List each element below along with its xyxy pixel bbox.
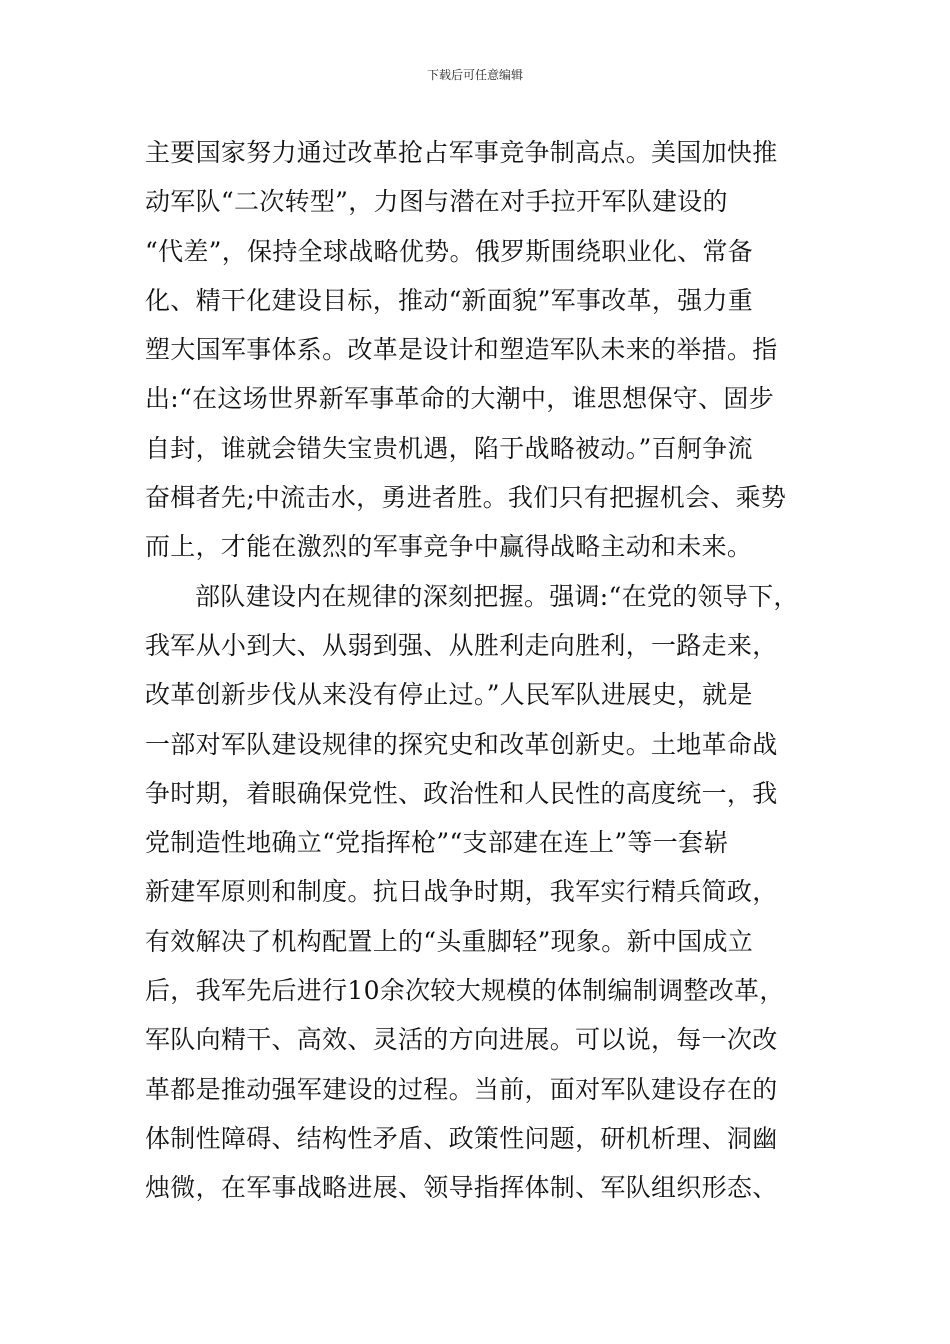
text-line: 改革创新步伐从来没有停止过。”人民军队进展史，就是 xyxy=(145,680,753,710)
text-line: 争时期，着眼确保党性、政治性和人民性的高度统一，我 xyxy=(145,778,778,808)
text-line: 出:“在这场世界新军事革命的大潮中，谁思想保守、固步 xyxy=(145,384,775,414)
text-line: 革都是推动强军建设的过程。当前，面对军队建设存在的 xyxy=(145,1074,778,1104)
text-line: 新建军原则和制度。抗日战争时期，我军实行精兵简政， xyxy=(145,877,778,907)
text-line: 军队向精干、高效、灵活的方向进展。可以说，每一次改 xyxy=(145,1025,778,1055)
text-line: 主要国家努力通过改革抢占军事竞争制高点。美国加快推 xyxy=(145,138,778,167)
text-line: 化、精干化建设目标，推动“新面貌”军事改革，强力重 xyxy=(145,285,754,315)
text-line: 奋楫者先;中流击水，勇进者胜。我们只有把握机会、乘势 xyxy=(145,483,787,513)
text-line: “代差”，保持全球战略优势。俄罗斯围绕职业化、常备 xyxy=(145,236,754,266)
text-line: 动军队“二次转型”，力图与潜在对手拉开军队建设的 xyxy=(145,187,728,217)
text-line: 体制性障碍、结构性矛盾、政策性问题，研机析理、洞幽 xyxy=(145,1123,778,1153)
text-line: 自封，谁就会错失宝贵机遇，陷于战略被动。”百舸争流 xyxy=(145,433,753,463)
text-line: 后，我军先后进行10余次较大规模的体制编制调整改革， xyxy=(145,976,785,1006)
paragraph-start-line: 部队建设内在规律的深刻把握。强调:“在党的领导下， xyxy=(195,581,799,611)
page-header: 下载后可任意编辑 xyxy=(426,68,523,82)
text-line: 烛微，在军事战略进展、领导指挥体制、军队组织形态、 xyxy=(145,1173,778,1203)
text-line: 塑大国军事体系。改革是设计和塑造军队未来的举措。指 xyxy=(145,335,778,365)
text-line: 我军从小到大、从弱到强、从胜利走向胜利，一路走来， xyxy=(145,630,778,660)
document-body xyxy=(145,128,810,1213)
text-line: 有效解决了机构配置上的“头重脚轻”现象。新中国成立 xyxy=(145,926,754,956)
text-line: 党制造性地确立“党指挥枪”“支部建在连上”等一套崭 xyxy=(145,828,729,858)
text-line: 而上，才能在激烈的军事竞争中赢得战略主动和未来。 xyxy=(145,532,753,562)
text-line: 一部对军队建设规律的探究史和改革创新史。土地革命战 xyxy=(145,729,778,759)
